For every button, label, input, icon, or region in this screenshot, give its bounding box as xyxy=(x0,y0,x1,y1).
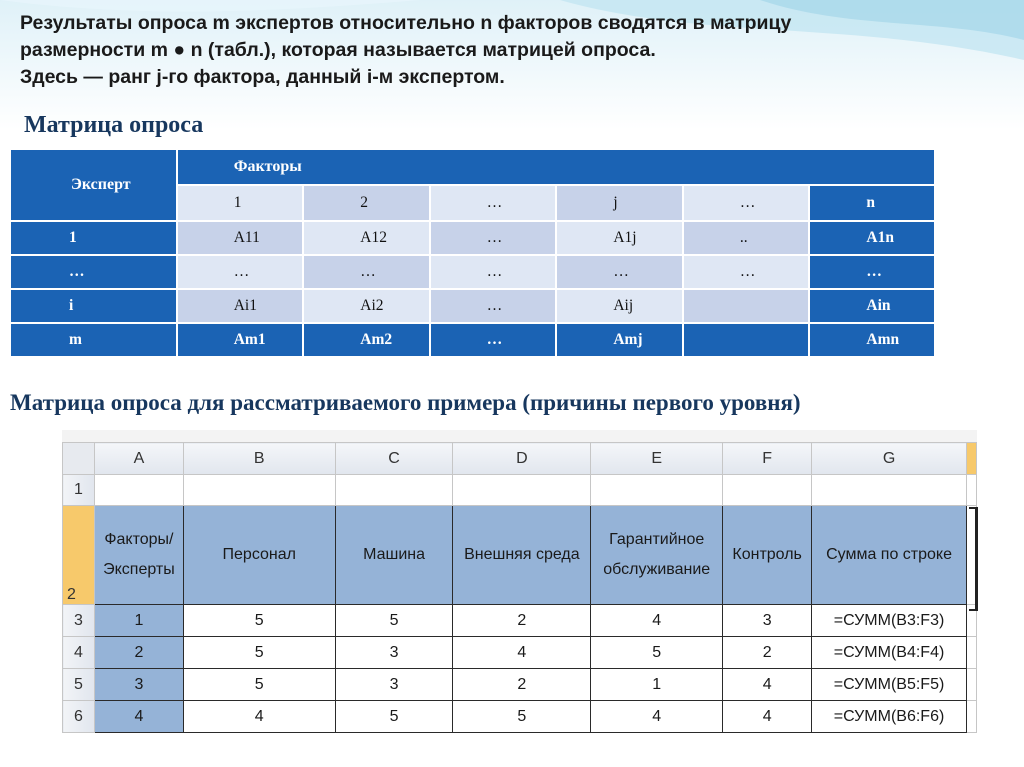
expert-id-cell[interactable]: 3 xyxy=(94,669,183,701)
column-header-c[interactable]: C xyxy=(335,443,453,475)
factor-number-cell: 1 xyxy=(178,186,303,220)
matrix-title: Матрица опроса xyxy=(24,112,204,138)
matrix-cell: A11 xyxy=(178,222,303,254)
matrix-cell: Am2 xyxy=(304,324,429,356)
row-header-2[interactable]: 2 xyxy=(63,506,95,605)
selection-border xyxy=(969,507,978,611)
rank-cell[interactable]: 3 xyxy=(723,605,812,637)
factor-number-cell: n xyxy=(810,186,934,220)
formula-cell[interactable]: =СУММ(B6:F6) xyxy=(812,701,967,733)
matrix-row xyxy=(11,256,934,288)
matrix-cell: … xyxy=(684,256,809,288)
formula-cell[interactable]: =СУММ(B4:F4) xyxy=(812,637,967,669)
matrix-cell: … xyxy=(431,222,556,254)
rank-cell[interactable]: 2 xyxy=(723,637,812,669)
select-all-corner[interactable] xyxy=(63,443,95,475)
rank-cell[interactable]: 2 xyxy=(453,605,591,637)
matrix-cell: Aij xyxy=(557,290,682,322)
matrix-row xyxy=(11,290,934,322)
rank-cell[interactable]: 4 xyxy=(723,701,812,733)
rank-cell[interactable]: 1 xyxy=(591,669,723,701)
factors-header: Факторы xyxy=(178,150,934,184)
rank-cell[interactable]: 4 xyxy=(723,669,812,701)
rank-cell[interactable]: 5 xyxy=(183,637,335,669)
rank-cell[interactable]: 5 xyxy=(453,701,591,733)
matrix-row xyxy=(11,222,934,254)
survey-matrix-table xyxy=(9,148,936,358)
rank-cell[interactable]: 5 xyxy=(591,637,723,669)
rank-cell[interactable]: 2 xyxy=(453,669,591,701)
matrix-cell: .. xyxy=(684,222,809,254)
cell[interactable] xyxy=(591,475,723,506)
matrix-cell: Ai2 xyxy=(304,290,429,322)
row-label: … xyxy=(11,256,176,288)
cell[interactable] xyxy=(183,475,335,506)
cell[interactable] xyxy=(966,701,976,733)
matrix-cell: A1n xyxy=(810,222,934,254)
cell[interactable] xyxy=(966,475,976,506)
factor-number-cell: j xyxy=(557,186,682,220)
matrix-cell: Am1 xyxy=(178,324,303,356)
header-cell-machine[interactable]: Машина xyxy=(335,506,453,605)
cell[interactable] xyxy=(453,475,591,506)
cell[interactable] xyxy=(723,475,812,506)
cell[interactable] xyxy=(812,475,967,506)
matrix-cell: A1j xyxy=(557,222,682,254)
matrix-cell: … xyxy=(431,290,556,322)
rank-cell[interactable]: 5 xyxy=(335,701,453,733)
rank-cell[interactable]: 3 xyxy=(335,669,453,701)
expert-id-cell[interactable]: 2 xyxy=(94,637,183,669)
header-cell-row-sum[interactable]: Сумма по строке xyxy=(812,506,967,605)
rank-cell[interactable]: 4 xyxy=(453,637,591,669)
row-header-6[interactable]: 6 xyxy=(63,701,95,733)
row-label: m xyxy=(11,324,176,356)
matrix-cell: … xyxy=(178,256,303,288)
column-header-b[interactable]: B xyxy=(183,443,335,475)
row-label: i xyxy=(11,290,176,322)
intro-line-2: размерности m ● n (табл.), которая называется матрицей опроса. xyxy=(20,39,656,61)
column-header-e[interactable]: E xyxy=(591,443,723,475)
matrix-cell: Amn xyxy=(810,324,934,356)
header-cell-environment[interactable]: Внешняя среда xyxy=(453,506,591,605)
matrix-cell: Amj xyxy=(557,324,682,356)
row-header-3[interactable]: 3 xyxy=(63,605,95,637)
matrix-cell: Ain xyxy=(810,290,934,322)
cell[interactable] xyxy=(966,669,976,701)
rank-cell[interactable]: 4 xyxy=(183,701,335,733)
intro-text xyxy=(20,10,1010,91)
factor-number-cell: … xyxy=(431,186,556,220)
rank-cell[interactable]: 5 xyxy=(335,605,453,637)
column-header-h-partial[interactable] xyxy=(966,443,976,475)
factor-number-cell: 2 xyxy=(304,186,429,220)
matrix-cell: … xyxy=(431,256,556,288)
header-cell-warranty[interactable]: Гарантийное обслуживание xyxy=(591,506,723,605)
intro-line-1: Результаты опроса m экспертов относительно n факторов сводятся в матрицу xyxy=(20,12,792,34)
row-header-5[interactable]: 5 xyxy=(63,669,95,701)
header-cell-factors-experts[interactable]: Факторы/ Эксперты xyxy=(94,506,183,605)
spreadsheet-screenshot xyxy=(62,430,977,746)
row-header-1[interactable]: 1 xyxy=(63,475,95,506)
column-header-d[interactable]: D xyxy=(453,443,591,475)
matrix-cell: … xyxy=(810,256,934,288)
rank-cell[interactable]: 4 xyxy=(591,605,723,637)
matrix-cell: … xyxy=(304,256,429,288)
column-header-g[interactable]: G xyxy=(812,443,967,475)
expert-header: Эксперт xyxy=(11,150,176,220)
matrix-cell xyxy=(684,324,809,356)
cell[interactable] xyxy=(94,475,183,506)
matrix-row xyxy=(11,324,934,356)
spreadsheet-grid xyxy=(62,442,977,733)
row-header-4[interactable]: 4 xyxy=(63,637,95,669)
example-matrix-title: Матрица опроса для рассматриваемого примера (причины первого уровня) xyxy=(10,390,801,415)
matrix-cell xyxy=(684,290,809,322)
rank-cell[interactable]: 3 xyxy=(335,637,453,669)
header-cell-control[interactable]: Контроль xyxy=(723,506,812,605)
matrix-cell: A12 xyxy=(304,222,429,254)
rank-cell[interactable]: 5 xyxy=(183,669,335,701)
rank-cell[interactable]: 5 xyxy=(183,605,335,637)
matrix-cell: Ai1 xyxy=(178,290,303,322)
header-cell-personnel[interactable]: Персонал xyxy=(183,506,335,605)
formula-cell[interactable]: =СУММ(B3:F3) xyxy=(812,605,967,637)
expert-id-cell[interactable]: 4 xyxy=(94,701,183,733)
matrix-cell: … xyxy=(557,256,682,288)
column-header-f[interactable]: F xyxy=(723,443,812,475)
cell[interactable] xyxy=(966,637,976,669)
factor-number-cell: … xyxy=(684,186,809,220)
row-label: 1 xyxy=(11,222,176,254)
formula-cell[interactable]: =СУММ(B5:F5) xyxy=(812,669,967,701)
matrix-cell: … xyxy=(431,324,556,356)
cell[interactable] xyxy=(335,475,453,506)
rank-cell[interactable]: 4 xyxy=(591,701,723,733)
column-header-a[interactable]: A xyxy=(94,443,183,475)
intro-line-3: Здесь — ранг j-го фактора, данный i-м экспертом. xyxy=(20,66,505,88)
expert-id-cell[interactable]: 1 xyxy=(94,605,183,637)
